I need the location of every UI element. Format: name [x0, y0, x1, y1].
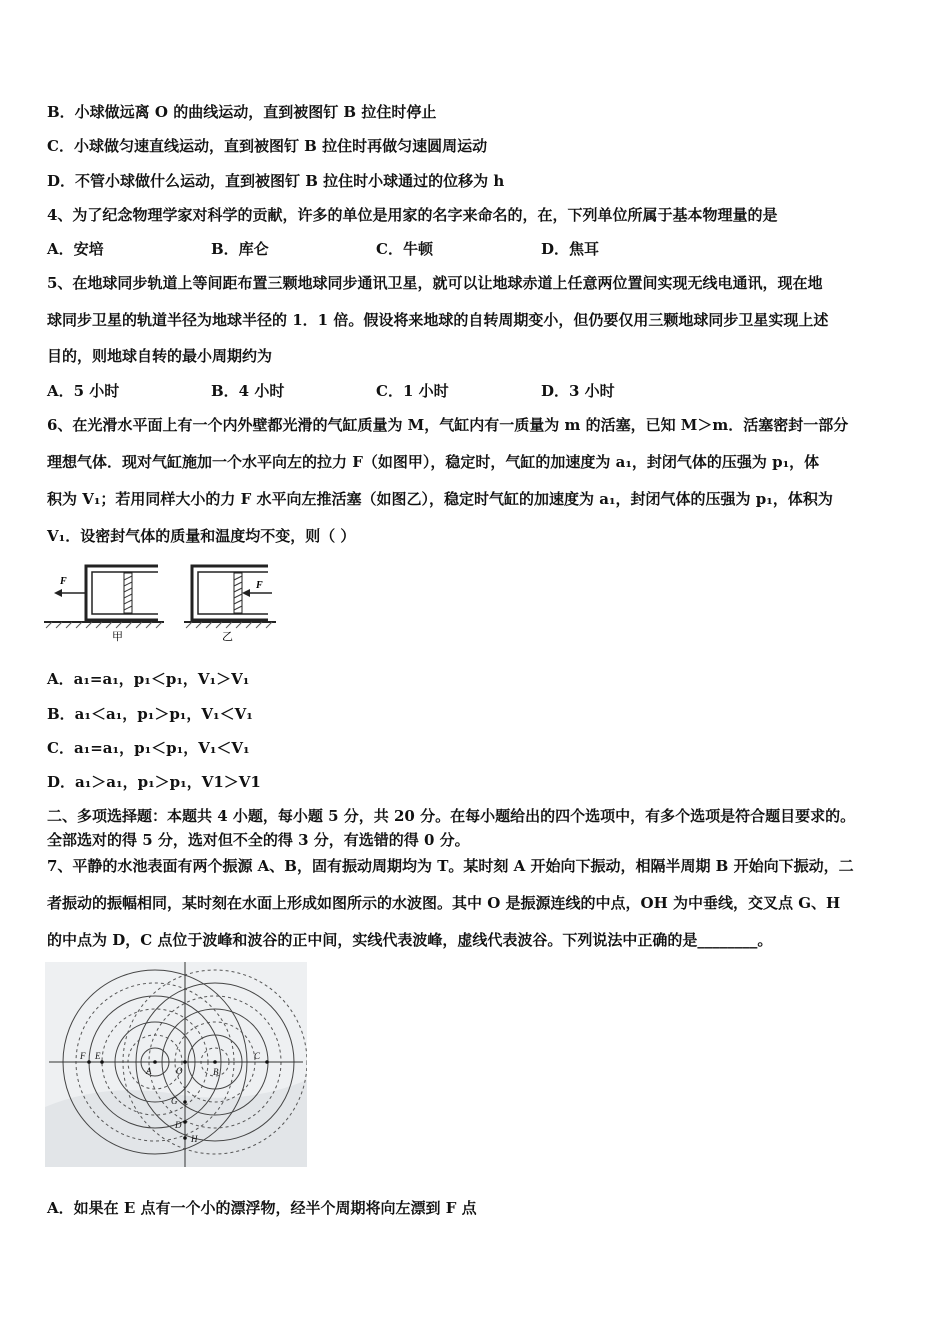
label-h: H	[191, 1134, 198, 1144]
q5-line-1: 5、在地球同步轨道上等间距布置三颗地球同步通讯卫星，就可以让地球赤道上任意两位置间实现无线电通讯，现在地	[47, 274, 823, 292]
q7-line-1: 7、平静的水池表面有两个振源 A、B，固有振动周期均为 T。某时刻 A 开始向下振动，相隔半周期 B 开始向下振动，二	[47, 857, 854, 875]
label-b: B	[213, 1067, 219, 1077]
q6-option-c: C．a₁=a₁，p₁＜p₁，V₁＜V₁	[47, 739, 250, 757]
label-o: O	[176, 1066, 183, 1076]
force-label-jia: F	[60, 576, 67, 587]
q5-line-2: 球同步卫星的轨道半径为地球半径的 1．1 倍。假设将来地球的自转周期变小，但仍要仅用三颗地球同步卫星实现上述	[47, 311, 829, 329]
q5-option-b: B．4 小时	[211, 382, 285, 400]
q3-option-c: C．小球做匀速直线运动，直到被图钉 B 拉住时再做匀速圆周运动	[47, 137, 488, 155]
q4-option-b: B．库仑	[211, 240, 269, 258]
q6-line-1: 6、在光滑水平面上有一个内外壁都光滑的气缸质量为 M，气缸内有一质量为 m 的活塞，已知 M＞m．活塞密封一部分	[47, 416, 849, 434]
q6-option-b: B．a₁＜a₁，p₁＞p₁，V₁＜V₁	[47, 705, 253, 723]
q7-option-a: A．如果在 E 点有一个小的漂浮物，经半个周期将向左漂到 F 点	[47, 1199, 477, 1217]
q6-option-a: A．a₁=a₁，p₁＜p₁，V₁＞V₁	[47, 670, 250, 688]
label-c: C	[254, 1051, 261, 1061]
q5-option-c: C．1 小时	[376, 382, 449, 400]
q7-line-3: 的中点为 D，C 点位于波峰和波谷的正中间，实线代表波峰，虚线代表波谷。下列说法中正确的是________。	[47, 931, 773, 949]
q3-option-d: D．不管小球做什么运动，直到被图钉 B 拉住时小球通过的位移为 h	[47, 172, 505, 190]
label-d: D	[175, 1120, 182, 1130]
label-a: A	[146, 1066, 152, 1076]
q7-line-2: 者振动的振幅相同，某时刻在水面上形成如图所示的水波图。其中 O 是振源连线的中点，OH 为中垂线，交叉点 G、H	[47, 894, 841, 912]
figure-label-yi: 乙	[222, 630, 233, 643]
cylinder-figure	[42, 560, 282, 650]
q4-option-c: C．牛顿	[376, 240, 433, 258]
label-e: E	[95, 1051, 101, 1061]
q4-option-a: A．安培	[47, 240, 104, 258]
section2-line-1: 二、多项选择题：本题共 4 小题，每小题 5 分，共 20 分。在每小题给出的四个选项中，有多个选项是符合题目要求的。	[47, 807, 856, 825]
q4-option-d: D．焦耳	[541, 240, 600, 258]
wave-figure	[45, 962, 307, 1167]
figure-label-jia: 甲	[112, 630, 123, 643]
q5-line-3: 目的，则地球自转的最小周期约为	[47, 347, 273, 365]
q3-option-b: B．小球做远离 O 的曲线运动，直到被图钉 B 拉住时停止	[47, 103, 437, 121]
label-f: F	[80, 1051, 86, 1061]
q6-line-3: 积为 V₁；若用同样大小的力 F 水平向左推活塞（如图乙），稳定时气缸的加速度为 a₁，封闭气体的压强为 p₁，体积为	[47, 490, 833, 508]
label-g: G	[171, 1096, 178, 1106]
q4-stem: 4、为了纪念物理学家对科学的贡献，许多的单位是用家的名字来命名的，在，下列单位所属于基本物理量的是	[47, 206, 778, 224]
q6-option-d: D．a₁＞a₁，p₁＞p₁，V1＞V1	[47, 773, 261, 791]
q6-line-4: V₁．设密封气体的质量和温度均不变，则（ ）	[47, 527, 356, 545]
q5-option-d: D．3 小时	[541, 382, 615, 400]
q6-line-2: 理想气体．现对气缸施加一个水平向左的拉力 F（如图甲），稳定时，气缸的加速度为 a₁，封闭气体的压强为 p₁，体	[47, 453, 820, 471]
q5-option-a: A．5 小时	[47, 382, 120, 400]
section2-line-2: 全部选对的得 5 分，选对但不全的得 3 分，有选错的得 0 分。	[47, 831, 470, 849]
force-label-yi: F	[256, 580, 263, 591]
